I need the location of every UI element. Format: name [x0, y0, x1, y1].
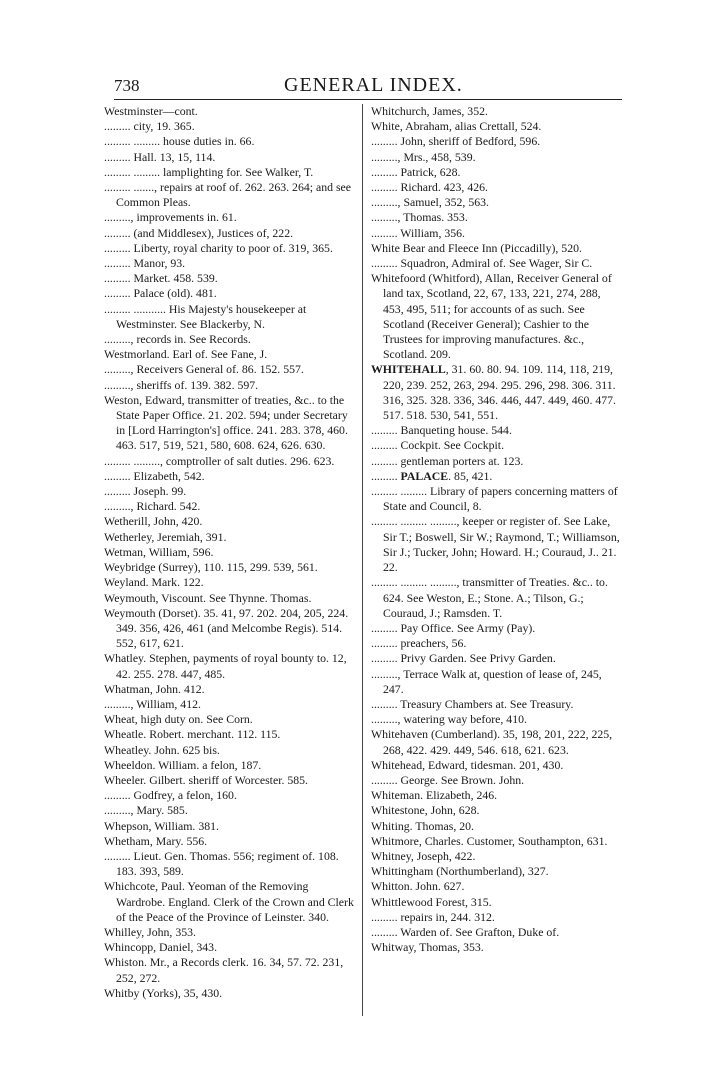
index-entry: Whiteman. Elizabeth, 246. [371, 788, 498, 803]
index-entry: ......... John, sheriff of Bedford, 596. [371, 134, 541, 149]
index-entry: Wetherley, Jeremiah, 391. [104, 529, 227, 544]
index-entry: ........., records in. See Records. [104, 332, 251, 347]
index-entry: Whitway, Thomas, 353. [371, 940, 484, 955]
page-number: 738 [114, 76, 140, 95]
index-entry: ......... Hall. 13, 15, 114. [104, 149, 216, 164]
index-entry: ........., Terrace Walk at, question of lease of, 245, 247. [371, 666, 602, 696]
index-entry: Whitehead, Edward, tidesman. 201, 430. [371, 757, 564, 772]
index-entry: ......... Liberty, royal charity to poor of. 319, 365. [104, 240, 333, 255]
index-entry: ......... Cockpit. See Cockpit. [371, 438, 505, 453]
index-entry: ......... George. See Brown. John. [371, 772, 525, 787]
index-entry: Weybridge (Surrey), 110. 115, 299. 539, 561. [104, 560, 318, 575]
index-entry: ......... Squadron, Admiral of. See Wager, Sir C. [371, 256, 593, 271]
left-column [104, 104, 356, 1001]
index-entry: ........., Samuel, 352, 563. [371, 195, 489, 210]
index-entry: Weyland. Mark. 122. [104, 575, 204, 590]
index-entry: ......... ......., repairs at roof of. 262. 263. 264; and see Common Pleas. [104, 180, 352, 210]
index-entry: Whitchurch, James, 352. [371, 104, 488, 118]
index-entry: Weymouth (Dorset). 35. 41, 97. 202. 204, 205, 224. 349. 356, 426, 461 (and Melcombe Regis). 514. 552, 617, 621. [104, 605, 349, 651]
index-entry: ......... Richard. 423, 426. [371, 180, 488, 195]
index-entry: ......... PALACE. 85, 421. [371, 468, 493, 483]
index-entry: Whittingham (Northumberland), 327. [371, 864, 549, 879]
index-entry: Whitehaven (Cumberland). 35, 198, 201, 222, 225, 268, 422. 429. 449, 546. 618, 621. 623. [371, 727, 613, 757]
index-entry: Whepson, William. 381. [104, 818, 219, 833]
index-entry: Whiston. Mr., a Records clerk. 16. 34, 57. 72. 231, 252, 272. [104, 955, 344, 985]
index-entry: ......... preachers, 56. [371, 636, 467, 651]
index-entry: Westminster—cont. [104, 104, 198, 118]
index-entry: ......... ......... ........., keeper or register of. See Lake, Sir T.; Boswell, Sir W.; Raymond, T.; Williamson, Sir J.; Tucker, John; Howard. H.; Couraud, J.. 21. 22. [371, 514, 620, 575]
index-entry: Whichcote, Paul. Yeoman of the Removing Wardrobe. England. Clerk of the Crown and Clerk of the Peace of the Province of Leinster. 340. [104, 879, 354, 924]
index-entry: ........., watering way before, 410. [371, 712, 527, 727]
index-entry: ......... Banqueting house. 544. [371, 423, 512, 438]
index-entry: Wheat, high duty on. See Corn. [104, 712, 253, 727]
index-entry: ........., improvements in. 61. [104, 210, 237, 225]
index-entry: Whetham, Mary. 556. [104, 833, 208, 848]
index-entry: ......... city, 19. 365. [104, 119, 195, 134]
index-entry: White, Abraham, alias Crettall, 524. [371, 119, 542, 134]
index-entry: ........., Mary. 585. [104, 803, 188, 818]
index-entry: ........., William, 412. [104, 696, 201, 711]
index-entry: ......... Manor, 93. [104, 256, 186, 271]
index-entry: Whitby (Yorks), 35, 430. [104, 985, 223, 1000]
index-entry: ........., Receivers General of. 86. 152. 557. [104, 362, 304, 377]
index-entry: Wetman, William, 596. [104, 544, 214, 559]
index-entry: ......... Joseph. 99. [104, 484, 187, 499]
index-entry: ......... Treasury Chambers at. See Treasury. [371, 696, 574, 711]
index-entry: ........., Thomas. 353. [371, 210, 468, 225]
index-entry: ......... repairs in, 244. 312. [371, 909, 495, 924]
index-entry: Wetherill, John, 420. [104, 514, 203, 529]
index-entry: ......... ........., comptroller of salt duties. 296. 623. [104, 453, 335, 468]
index-entry: Whitestone, John, 628. [371, 803, 480, 818]
index-entry: Whiting. Thomas, 20. [371, 818, 474, 833]
index-entry: Whincopp, Daniel, 343. [104, 940, 218, 955]
index-entry: Whitmore, Charles. Customer, Southampton, 631. [371, 833, 608, 848]
index-entry: ........., Mrs., 458, 539. [371, 149, 476, 164]
running-head: GENERAL INDEX. [284, 74, 463, 96]
index-entry: ......... Godfrey, a felon, 160. [104, 788, 237, 803]
index-entry: Wheatle. Robert. merchant. 112. 115. [104, 727, 281, 742]
index-entry: Weymouth, Viscount. See Thynne. Thomas. [104, 590, 312, 605]
column-divider [362, 104, 363, 1016]
index-entry: Whatley. Stephen, payments of royal bounty to. 12, 42. 255. 278. 447, 485. [104, 651, 347, 681]
index-entry: White Bear and Fleece Inn (Piccadilly), 520. [371, 240, 582, 255]
index-entry: Whilley, John, 353. [104, 924, 196, 939]
index-entry: ......... ........... His Majesty's housekeeper at Westminster. See Blackerby, N. [104, 301, 307, 331]
index-entry: Weston, Edward, transmitter of treaties, &c.. to the State Paper Office. 21. 202. 594; under Secretary in [Lord Harrington's] office. 241. 283. 378, 460. 463. 517, 519, 521, 580, 608. 624, 626. 630. [104, 392, 348, 453]
index-entry: Whitefoord (Whitford), Allan, Receiver General of land tax, Scotland, 22, 67, 133, 221, 274, 288, 453, 495, 511; for accounts of as such. See Scotland (Receiver General); Cashier to the Trustees for improving manufactures. &c., Scotland. 209. [371, 271, 612, 362]
index-entry: Whitton. John. 627. [371, 879, 465, 894]
index-entry: Wheatley. John. 625 bis. [104, 742, 220, 757]
index-entry: ......... Lieut. Gen. Thomas. 556; regiment of. 108. 183. 393, 589. [104, 848, 339, 879]
index-entry: Wheeler. Gilbert. sheriff of Worcester. 585. [104, 772, 309, 787]
index-entry: ......... ......... ........., transmitter of Treaties. &c.. to. 624. See Weston, E.; Stone. A.; Tilson, G.; Couraud, J.; Ramsden. T. [371, 575, 608, 620]
index-entry: ......... ......... Library of papers concerning matters of State and Council, 8. [371, 484, 618, 514]
header-rule [114, 99, 622, 100]
index-entry: ......... Patrick, 628. [371, 164, 461, 179]
index-entry: WHITEHALL, 31. 60. 80. 94. 109. 114, 118, 219, 220, 239. 252, 263, 294. 295. 296, 298. 306. 311. 316, 325. 328. 336, 346. 446, 447. 449, 460. 477. 517. 518. 530, 541, 551. [371, 362, 616, 423]
index-entry: ......... ......... lamplighting for. See Walker, T. [104, 164, 314, 179]
index-entry: ......... gentleman porters at. 123. [371, 453, 524, 468]
index-entry: ......... (and Middlesex), Justices of, 222. [104, 225, 294, 240]
index-entry: ......... Warden of. See Grafton, Duke of. [371, 924, 560, 939]
index-entry: Whatman, John. 412. [104, 681, 205, 696]
index-entry: Westmorland. Earl of. See Fane, J. [104, 347, 268, 362]
index-entry: ......... Privy Garden. See Privy Garden. [371, 651, 556, 666]
index-entry: ......... William, 356. [371, 225, 466, 240]
index-entry: ......... Elizabeth, 542. [104, 468, 205, 483]
index-entry: Whitney, Joseph, 422. [371, 848, 476, 863]
right-column [371, 104, 623, 955]
index-entry: ......... ......... house duties in. 66. [104, 134, 255, 149]
index-entry: ......... Palace (old). 481. [104, 286, 217, 301]
index-entry: Wheeldon. William. a felon, 187. [104, 757, 262, 772]
index-entry: Whittlewood Forest, 315. [371, 894, 492, 909]
index-entry: ......... Pay Office. See Army (Pay). [371, 620, 536, 635]
index-entry: ......... Market. 458. 539. [104, 271, 218, 286]
index-entry: ........., sheriffs of. 139. 382. 597. [104, 377, 259, 392]
index-entry: ........., Richard. 542. [104, 499, 201, 514]
